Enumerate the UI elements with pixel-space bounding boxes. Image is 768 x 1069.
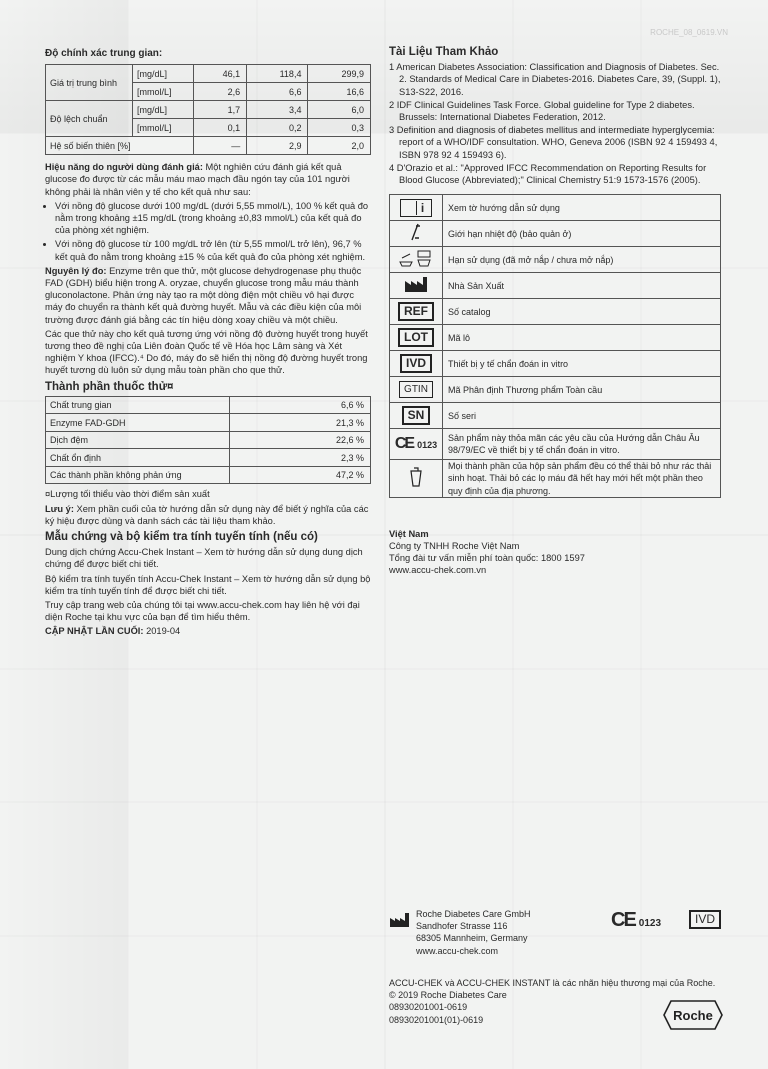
vietnam-title: Việt Nam xyxy=(389,528,429,539)
sn-icon: SN xyxy=(402,406,431,425)
instructions-icon xyxy=(400,199,432,217)
roche-logo xyxy=(663,1000,723,1030)
unit-cell: [mmol/L] xyxy=(133,119,194,137)
ghost-code: ROCHE_08_0619.VN xyxy=(650,28,728,37)
list-item: 1 American Diabetes Association: Classification and Diagnosis of Diabetes. Sec. 2. Standards of Medical Care in Diabetes-2016. Diabetes Care, 39, (Suppl. 1), S13-S22, 2016. xyxy=(389,62,721,97)
symbol-description: Thiết bị y tế chẩn đoán in vitro xyxy=(443,351,721,377)
symbol-description: Số catalog xyxy=(443,299,721,325)
name-cell: Dịch đệm xyxy=(46,431,230,449)
performance-list xyxy=(45,200,371,263)
note-paragraph xyxy=(45,503,371,527)
evidence-p2: Bộ kiểm tra tính tuyến tính Accu-Chek Instant – Xem tờ hướng dẫn sử dụng bộ kiểm tra tính tuyến tính để được biết chi tiết. xyxy=(45,573,371,596)
value-cell: 0,1 xyxy=(194,119,247,137)
name-cell: Chất trung gian xyxy=(46,396,230,414)
table-row xyxy=(390,460,721,498)
principle-paragraph-2: Các que thử này cho kết quả tương ứng với nồng độ đường huyết trong huyết tương theo đề nghị của Liên đoàn Quốc tế về Hóa học Lâm sàng và Xét nghiệm Y khoa (IFCC).⁴ Do đó, máy đo sẽ hiển thị nồng độ đường huyết trong huyết tương dù luôn sử dụng mẫu toàn phần cho que thử. xyxy=(45,328,368,376)
name-cell: Enzyme FAD-GDH xyxy=(46,414,230,432)
composition-footnote: ¤Lượng tối thiểu vào thời điểm sản xuất xyxy=(45,489,210,500)
copyright-text: © 2019 Roche Diabetes Care xyxy=(389,990,507,1001)
manufacturer-name: Roche Diabetes Care GmbH xyxy=(416,909,531,919)
list-item: • Với nồng độ glucose từ 100 mg/dL trở lên (từ 5,55 mmol/L trở lên), 96,7 % kết quả đo nằm trong khoảng ±15 % của kết quả đo của phòng xét nghiệm. xyxy=(55,238,371,262)
symbol-description: Mã Phân định Thương phẩm Toàn cầu xyxy=(443,377,721,403)
trademark-text: ACCU-CHEK và ACCU-CHEK INSTANT là các nhãn hiệu thương mại của Roche. xyxy=(389,978,716,988)
row-label: Giá trị trung bình xyxy=(46,65,133,101)
principle-heading: Nguyên lý đo: xyxy=(45,265,107,276)
ce-number: 0123 xyxy=(638,918,662,929)
instructions-glyph: i xyxy=(416,201,424,215)
name-cell: Chất ổn định xyxy=(46,449,230,467)
updated-label: CẬP NHẬT LẦN CUỐI: xyxy=(45,626,144,637)
vietnam-company: Công ty TNHH Roche Việt Nam xyxy=(389,541,520,552)
composition-table xyxy=(45,396,371,485)
symbol-description: Mọi thành phần của hộp sản phẩm đều có thể thải bỏ như rác thải sinh hoạt. Thải bỏ các lọ máu đã hết hay mới hết một phần theo quy định của địa phương. xyxy=(443,460,721,498)
references-title: Tài Liệu Tham Khảo xyxy=(389,46,499,58)
value-cell: 2,3 % xyxy=(230,449,371,467)
manufacturer-city: 68305 Mannheim, Germany xyxy=(416,933,528,944)
manufacturer-street: Sandhofer Strasse 116 xyxy=(416,921,508,932)
value-cell: 22,6 % xyxy=(230,431,371,449)
value-cell: 6,0 xyxy=(308,101,371,119)
list-item: 3 Definition and diagnosis of diabetes mellitus and intermediate hyperglycemia: report of a WHO/IDF consultation. WHO, Geneva 2006 (ISBN 92 4 159493 4, ISBN 978 92 4 159493 6). xyxy=(389,125,718,160)
manufacturer-web[interactable]: www.accu-chek.com xyxy=(416,945,499,956)
table-row xyxy=(46,466,371,484)
disposal-icon xyxy=(408,466,424,488)
table-row xyxy=(390,325,721,351)
doc-code-1: 08930201001-0619 xyxy=(389,1002,468,1013)
table-row xyxy=(46,65,371,83)
performance-heading: Hiệu năng do người dùng đánh giá: xyxy=(45,162,203,173)
note-text: Xem phần cuối của tờ hướng dẫn sử dụng này để biết ý nghĩa của các ký hiệu được dùng và danh sách các tài liệu tham khảo. xyxy=(45,503,369,526)
value-cell: 2,6 xyxy=(194,83,247,101)
value-cell: 21,3 % xyxy=(230,414,371,432)
accuracy-table xyxy=(45,64,371,155)
symbol-description: Mã lô xyxy=(443,325,721,351)
value-cell: 118,4 xyxy=(247,65,308,83)
symbol-description: Xem tờ hướng dẫn sử dụng xyxy=(443,195,721,221)
table-row xyxy=(390,377,721,403)
principle-text: Enzyme trên que thử, một glucose dehydrogenase phụ thuộc FAD (GDH) biểu hiện trong A. oryzae, chuyển glucose trong mẫu máu thành gluconolactone. Phản ứng này tạo ra một dòng điện một chiều vô hại được máy đo chuyển ra thành kết quả đường huyết. Mẫu và các điều kiện của môi trường được đánh giá bằng các tín hiệu dòng xoay chiều và một chiều. xyxy=(45,265,362,325)
table-row xyxy=(390,273,721,299)
list-item: 4 D'Orazio et al.: "Approved IFCC Recommendation on Reporting Results for Blood Glucose (Abbreviated);" Clinical Chemistry 51:9 1573-1576 (2005). xyxy=(389,162,707,186)
table-row xyxy=(46,414,371,432)
value-cell: 2,0 xyxy=(308,137,371,155)
value-cell: — xyxy=(194,137,247,155)
performance-paragraph xyxy=(45,161,371,198)
table-row xyxy=(46,101,371,119)
value-cell: 3,4 xyxy=(247,101,308,119)
unit-cell: [mmol/L] xyxy=(133,83,194,101)
vietnam-website[interactable]: www.accu-chek.com.vn xyxy=(389,565,487,576)
table-row xyxy=(46,431,371,449)
table-row xyxy=(390,429,721,460)
row-label: Độ lệch chuẩn xyxy=(46,101,133,137)
right-column xyxy=(389,46,721,577)
ref-icon: REF xyxy=(398,302,434,321)
evidence-title: Mẫu chứng và bộ kiểm tra tính tuyến tính (nếu có) xyxy=(45,530,318,543)
value-cell: 2,9 xyxy=(247,137,308,155)
list-item: • Với nồng độ glucose dưới 100 mg/dL (dưới 5,55 mmol/L), 100 % kết quả đo nằm trong khoảng ±15 mg/dL (trong khoảng ±0,83 mmol/L) của kết quả đo của phòng xét nghiệm. xyxy=(55,200,371,237)
ivd-icon: IVD xyxy=(400,354,432,373)
value-cell: 0,3 xyxy=(308,119,371,137)
name-cell: Các thành phần không phản ứng xyxy=(46,466,230,484)
unit-cell: [mg/dL] xyxy=(133,101,194,119)
symbol-description: Hạn sử dụng (đã mở nắp / chưa mở nắp) xyxy=(443,247,721,273)
value-cell: 0,2 xyxy=(247,119,308,137)
table-row xyxy=(390,403,721,429)
value-cell: 46,1 xyxy=(194,65,247,83)
table-row xyxy=(390,299,721,325)
temperature-limit-icon xyxy=(406,222,426,242)
vietnam-contact xyxy=(389,528,721,577)
unit-cell: [mg/dL] xyxy=(133,65,194,83)
updated-value: 2019-04 xyxy=(146,626,181,637)
manufacturer-icon xyxy=(389,912,411,928)
performance-text: Một nghiên cứu đánh giá kết quả glucose đo được từ các mẫu máu mao mạch đầu ngón tay của 101 người không phải là nhân viên y tế cho kết quả như sau: xyxy=(45,162,350,197)
manufacturer-icon xyxy=(403,275,429,293)
expiry-icon xyxy=(398,248,434,268)
note-heading: Lưu ý: xyxy=(45,503,74,514)
ivd-icon: IVD xyxy=(689,910,721,929)
table-row xyxy=(46,396,371,414)
evidence-p1: Dung dịch chứng Accu-Chek Instant – Xem tờ hướng dẫn sử dụng dung dịch chứng để được biết chi tiết. xyxy=(45,547,363,570)
lot-icon: LOT xyxy=(398,328,434,347)
symbol-description: Số seri xyxy=(443,403,721,429)
references-list xyxy=(389,61,721,186)
value-cell: 47,2 % xyxy=(230,466,371,484)
composition-title: Thành phần thuốc thử¤ xyxy=(45,380,174,393)
roche-wordmark: Roche xyxy=(673,1008,713,1023)
value-cell: 6,6 % xyxy=(230,396,371,414)
principle-paragraph xyxy=(45,265,371,326)
value-cell: 299,9 xyxy=(308,65,371,83)
table-row xyxy=(46,449,371,467)
ce-mark-icon: CE 0123 xyxy=(394,434,438,452)
value-cell: 16,6 xyxy=(308,83,371,101)
list-item: 2 IDF Clinical Guidelines Task Force. Global guideline for Type 2 diabetes. Brussels: International Diabetes Federation, 2012. xyxy=(389,99,695,123)
accuracy-title: Độ chính xác trung gian: xyxy=(45,48,163,59)
left-column xyxy=(45,48,371,640)
value-cell: 6,6 xyxy=(247,83,308,101)
doc-code-2: 08930201001(01)-0619 xyxy=(389,1014,484,1025)
table-row xyxy=(390,195,721,221)
row-label: Hệ số biến thiên [%] xyxy=(46,137,194,155)
gtin-icon: GTIN xyxy=(399,381,433,398)
footer-ce-mark: CE 0123 xyxy=(611,909,662,931)
manufacturer-address xyxy=(416,908,566,957)
evidence-p3: Truy cập trang web của chúng tôi tại www.accu-chek.com hay liên hệ với đại diện Roche tại khu vực của bạn để tìm hiểu thêm. xyxy=(45,599,360,623)
vietnam-hotline: Tổng đài tư vấn miễn phí toàn quốc: 1800 1597 xyxy=(389,553,585,564)
symbol-description: Sản phẩm này thỏa mãn các yêu cầu của Hướng dẫn Châu Âu 98/79/EC về thiết bị y tế chẩn đoán in vitro. xyxy=(443,429,721,460)
symbol-description: Nhà Sản Xuất xyxy=(443,273,721,299)
ce-number: 0123 xyxy=(417,439,438,450)
symbol-description: Giới hạn nhiệt độ (bảo quản ở) xyxy=(443,221,721,247)
table-row xyxy=(390,221,721,247)
footer-ivd xyxy=(689,910,721,929)
table-row xyxy=(46,137,371,155)
value-cell: 1,7 xyxy=(194,101,247,119)
symbols-table xyxy=(389,194,721,498)
table-row xyxy=(390,247,721,273)
last-updated xyxy=(45,625,371,637)
table-row xyxy=(390,351,721,377)
